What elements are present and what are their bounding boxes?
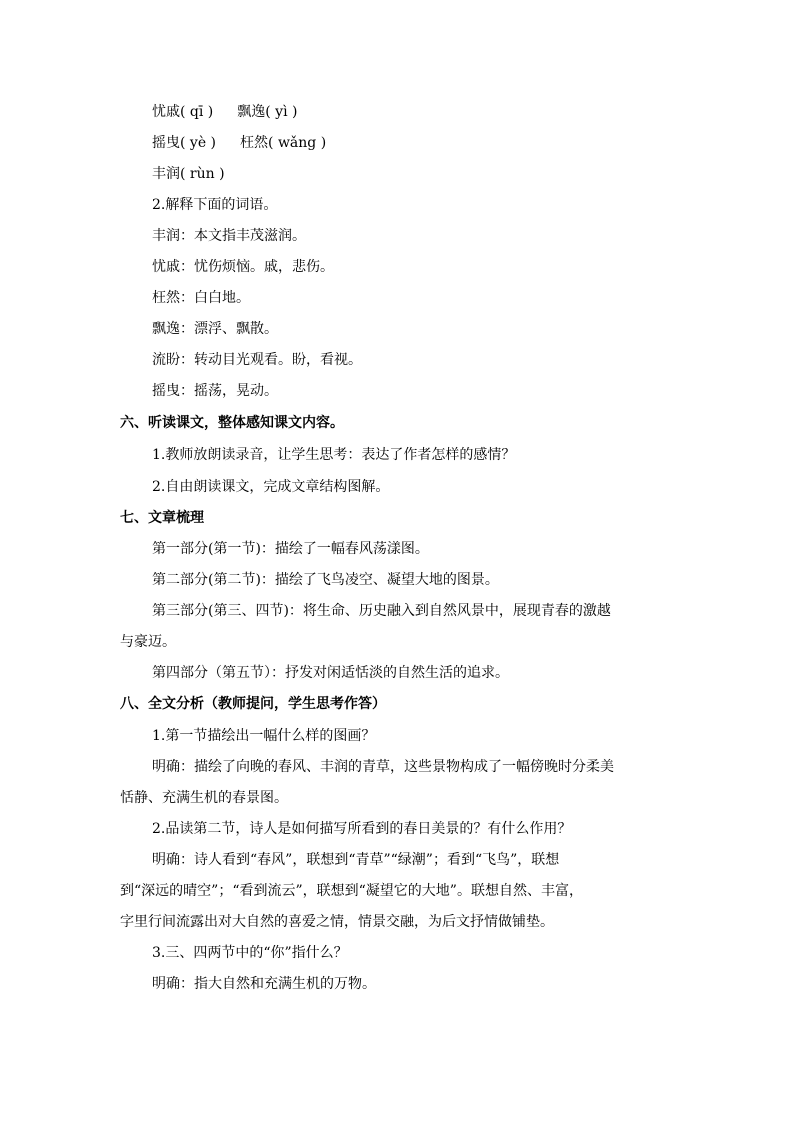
answer-3: 明确：指大自然和充满生机的万物。: [152, 976, 376, 992]
question-2: 2.品读第二节，诗人是如何描写所看到的春日美景的？有什么作用？: [152, 821, 572, 837]
pinyin-yaoye: 摇曳( yè ): [152, 135, 217, 151]
answer-2-line-1: 明确：诗人看到“春风”，联想到“青草”“绿潮”；看到“飞鸟”，联想: [152, 852, 560, 868]
vocab-item: 流盼：转动目光观看。盼，看视。: [152, 352, 362, 368]
pinyin-row-3: [0, 164, 794, 184]
section-7-part-4: 第四部分（第五节）：抒发对闲适恬淡的自然生活的追求。: [152, 665, 509, 681]
pinyin-youqi: 忧戚( qī ): [152, 104, 214, 120]
vocab-item: 飘逸：漂浮、飘散。: [152, 321, 278, 337]
answer-1-line-2: 恬静、充满生机的春景图。: [120, 790, 288, 806]
section-6-item: 1.教师放朗读录音，让学生思考：表达了作者怎样的感情？: [152, 447, 516, 463]
answer-1-line-1: 明确：描绘了向晚的春风、丰润的青草，这些景物构成了一幅傍晚时分柔美: [152, 759, 614, 775]
vocab-item: 枉然：白白地。: [152, 290, 250, 306]
pinyin-piaoyi: 飘逸( yì ): [237, 104, 298, 120]
section-7-part-3-line-1: 第三部分(第三、四节)：将生命、历史融入到自然风景中，展现青春的激越: [152, 603, 611, 619]
vocab-item: 忧戚：忧伤烦恼。戚，悲伤。: [152, 259, 334, 275]
answer-2-line-2: 到“深远的晴空”；“看到流云”，联想到“凝望它的大地”。联想自然、丰富，: [120, 883, 583, 899]
section-7-part-1: 第一部分(第一节)：描绘了一幅春风荡漾图。: [152, 541, 429, 557]
answer-2-line-3: 字里行间流露出对大自然的喜爱之情，情景交融，为后文抒情做铺垫。: [120, 914, 554, 930]
pinyin-row-1: [0, 102, 794, 122]
vocab-item: 摇曳：摇荡，晃动。: [152, 383, 278, 399]
pinyin-row-2: [0, 133, 794, 153]
section-6-item: 2.自由朗读课文，完成文章结构图解。: [152, 479, 390, 495]
section-7-heading: 七、文章梳理: [120, 510, 204, 526]
pinyin-wangran: 枉然( wǎng ): [240, 135, 327, 151]
pinyin-fengrun: 丰润( rùn ): [152, 166, 225, 182]
vocab-title: 2.解释下面的词语。: [152, 197, 278, 213]
section-8-heading: 八、全文分析（教师提问，学生思考作答）: [120, 696, 386, 712]
section-7-part-3-line-2: 与豪迈。: [120, 634, 176, 650]
question-3: 3.三、四两节中的“你”指什么？: [152, 945, 348, 961]
section-7-part-2: 第二部分(第二节)：描绘了飞鸟凌空、凝望大地的图景。: [152, 572, 499, 588]
vocab-item: 丰润：本文指丰茂滋润。: [152, 228, 306, 244]
section-6-heading: 六、听读课文，整体感知课文内容。: [120, 415, 344, 431]
question-1: 1.第一节描绘出一幅什么样的图画？: [152, 728, 376, 744]
